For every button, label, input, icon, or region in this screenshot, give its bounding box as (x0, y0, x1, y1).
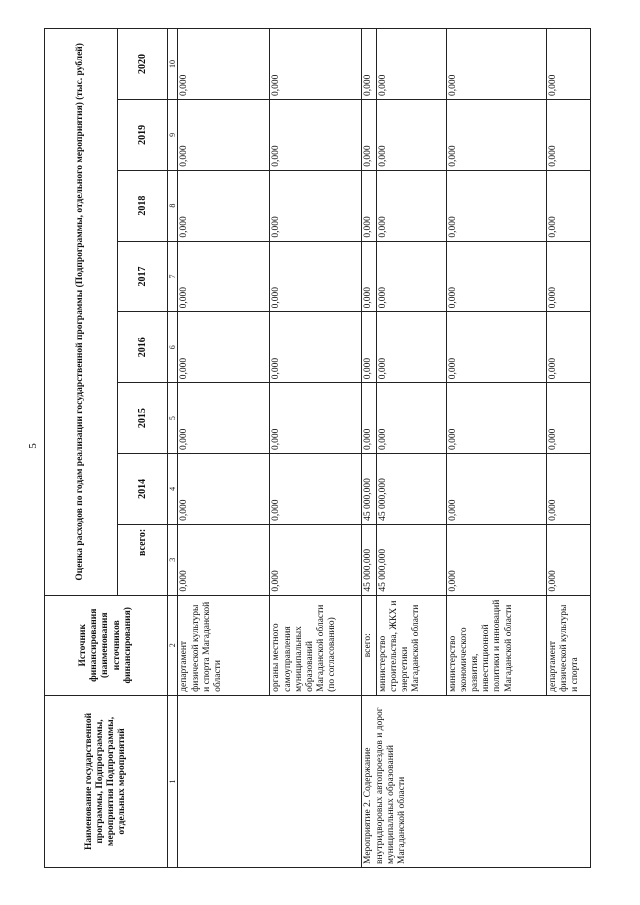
value-cell: 0,000 (546, 383, 590, 454)
value-cell: 0,000 (178, 170, 270, 241)
header-year: 2015 (118, 383, 168, 454)
source-cell: министерство экономического развития, инвестиционной политики и инноваций Магаданской области (446, 595, 546, 695)
value-cell: 0,000 (270, 29, 362, 100)
value-cell: 0,000 (178, 241, 270, 312)
index-cell: 7 (168, 241, 178, 312)
header-year: 2020 (118, 29, 168, 100)
value-cell: 0,000 (270, 312, 362, 383)
value-cell: 0,000 (178, 383, 270, 454)
index-cell: 5 (168, 383, 178, 454)
source-cell: департамент физической культуры и спорта (546, 595, 590, 695)
value-cell: 0,000 (178, 312, 270, 383)
index-cell: 4 (168, 454, 178, 525)
header-source: Источник финансирования (наименования источников финансирования) (45, 595, 168, 695)
value-cell: 0,000 (546, 312, 590, 383)
value-cell: 0,000 (546, 454, 590, 525)
value-cell: 0,000 (546, 99, 590, 170)
value-cell: 0,000 (546, 241, 590, 312)
index-cell: 9 (168, 99, 178, 170)
index-cell: 8 (168, 170, 178, 241)
value-cell: 0,000 (546, 524, 590, 595)
index-cell: 6 (168, 312, 178, 383)
header-year: 2014 (118, 454, 168, 525)
value-cell: 0,000 (376, 241, 446, 312)
value-cell: 0,000 (376, 99, 446, 170)
value-cell: 0,000 (446, 383, 546, 454)
value-cell: 0,000 (178, 29, 270, 100)
value-cell: 0,000 (446, 312, 546, 383)
value-cell: 0,000 (270, 99, 362, 170)
value-cell: 0,000 (546, 29, 590, 100)
header-estimate: Оценка расходов по годам реализации государственной программы (Подпрограммы, отдельного мероприятия) (тыс. рублей) (45, 29, 118, 596)
value-cell: 0,000 (362, 312, 376, 383)
value-cell: 0,000 (362, 29, 376, 100)
value-cell: 0,000 (376, 383, 446, 454)
header-year: 2018 (118, 170, 168, 241)
value-cell: 45 000,000 (362, 454, 376, 525)
value-cell: 0,000 (362, 170, 376, 241)
activity-name: Мероприятие 2. Содержание внутридворовых автопроездов и дорог муниципальных образований Магаданской области (362, 695, 590, 867)
source-cell: министерство строительства, ЖКХ и энергетики Магаданской области (376, 595, 446, 695)
index-cell: 1 (168, 695, 178, 867)
value-cell: 0,000 (446, 99, 546, 170)
index-cell: 10 (168, 29, 178, 100)
value-cell: 45 000,000 (362, 524, 376, 595)
value-cell: 0,000 (446, 524, 546, 595)
value-cell: 0,000 (178, 454, 270, 525)
value-cell: 0,000 (270, 241, 362, 312)
value-cell: 0,000 (446, 454, 546, 525)
budget-table (44, 28, 591, 868)
header-total: всего: (118, 524, 168, 595)
header-year: 2017 (118, 241, 168, 312)
value-cell: 0,000 (446, 170, 546, 241)
value-cell: 0,000 (362, 99, 376, 170)
value-cell: 0,000 (546, 170, 590, 241)
value-cell: 45 000,000 (376, 524, 446, 595)
value-cell: 0,000 (270, 170, 362, 241)
value-cell: 0,000 (178, 524, 270, 595)
index-cell: 2 (168, 595, 178, 695)
value-cell: 0,000 (362, 241, 376, 312)
value-cell: 0,000 (270, 454, 362, 525)
value-cell: 0,000 (270, 524, 362, 595)
value-cell: 0,000 (270, 383, 362, 454)
source-cell: органы местного самоуправления муниципальных образований Магаданской области (по согласованию) (270, 595, 362, 695)
value-cell: 0,000 (376, 170, 446, 241)
value-cell: 0,000 (362, 383, 376, 454)
page-number: 5 (26, 443, 39, 449)
source-total: всего: (362, 595, 376, 695)
value-cell: 45 000,000 (376, 454, 446, 525)
value-cell: 0,000 (376, 29, 446, 100)
value-cell: 0,000 (178, 99, 270, 170)
index-cell: 3 (168, 524, 178, 595)
header-year: 2016 (118, 312, 168, 383)
budget-table-sheet (44, 28, 596, 868)
source-cell: департамент физической культуры и спорта Магаданской области (178, 595, 270, 695)
value-cell: 0,000 (446, 29, 546, 100)
value-cell: 0,000 (446, 241, 546, 312)
header-year: 2019 (118, 99, 168, 170)
row-name-empty (178, 695, 362, 867)
header-name: Наименование государственной программы, Подпрограммы, мероприятия Подпрограммы, отдельных мероприятий (45, 695, 168, 867)
value-cell: 0,000 (376, 312, 446, 383)
